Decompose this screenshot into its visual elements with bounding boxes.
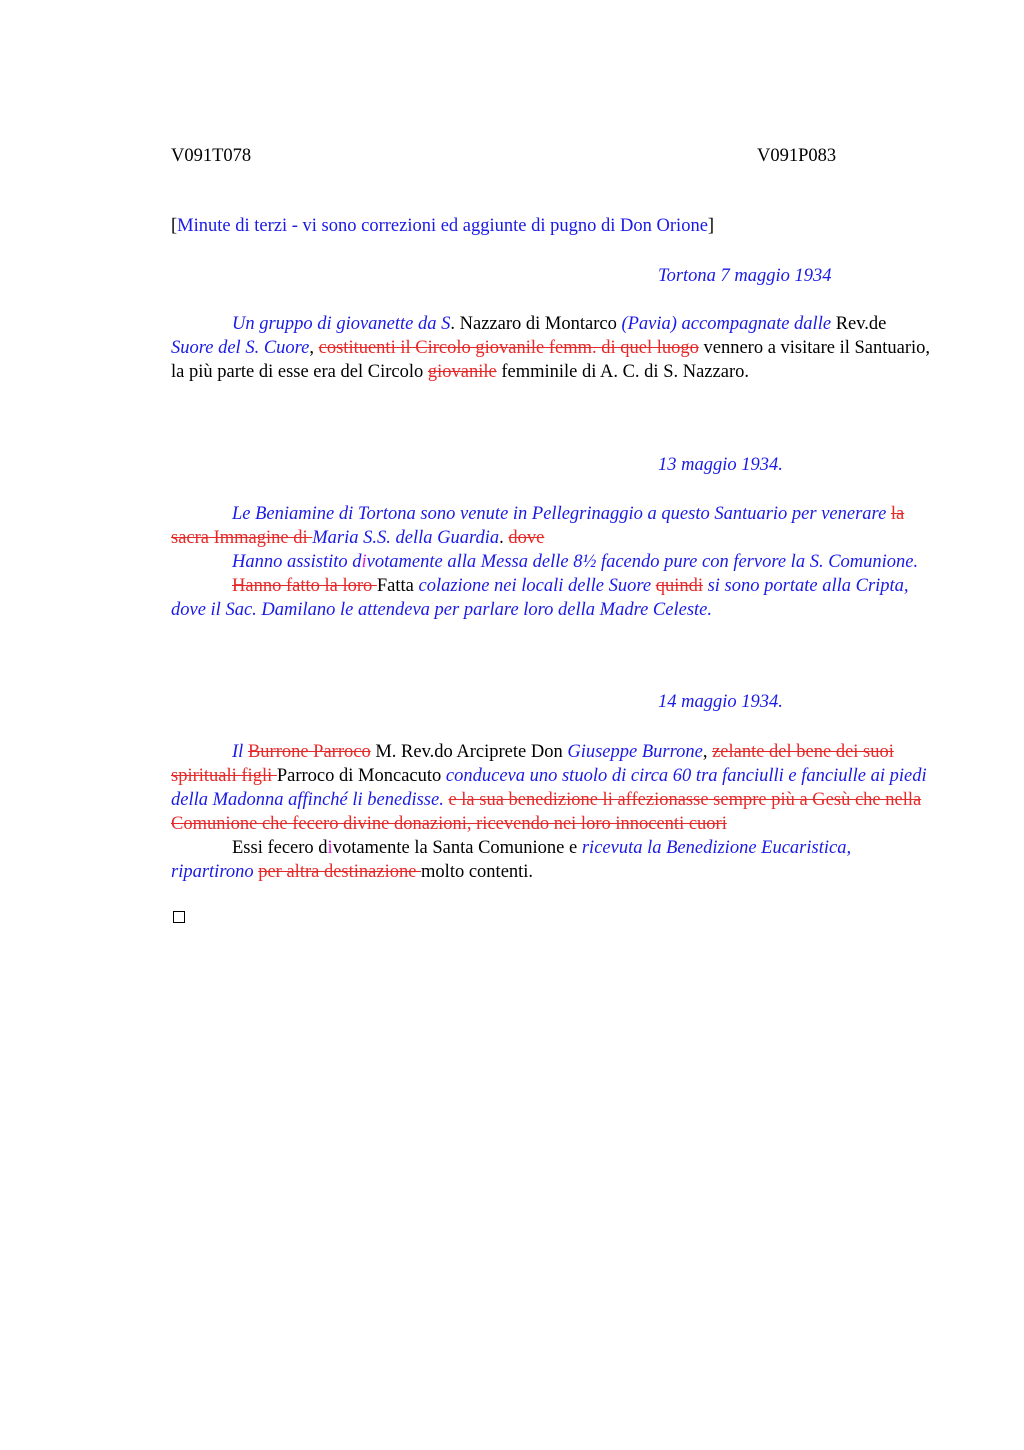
entry-date: Tortona 7 maggio 1934 bbox=[658, 266, 832, 286]
text-added: Suore del S. Cuore bbox=[171, 338, 310, 358]
text-original: Parroco di Moncacuto bbox=[276, 766, 446, 786]
text-added: Hanno assistito d bbox=[232, 552, 362, 572]
entry-paragraph bbox=[171, 550, 931, 574]
text-added: colazione nei locali delle Suore bbox=[413, 576, 656, 596]
text-deleted: Burrone Parroco bbox=[247, 742, 371, 762]
text-deleted: per altra destinazione bbox=[258, 862, 422, 882]
document-code-right: V091P083 bbox=[757, 146, 837, 166]
entry-date: 13 maggio 1934. bbox=[658, 455, 783, 475]
text-original: , bbox=[309, 338, 319, 358]
text-added: Giuseppe Burrone bbox=[567, 742, 703, 762]
entry-paragraph bbox=[171, 836, 931, 884]
entry-paragraph bbox=[171, 502, 931, 550]
text-added: Le Beniamine di Tortona sono venute in Pellegrinaggio a questo Santuario per venerare bbox=[232, 504, 891, 524]
text-original: femminile di A. C. di S. Nazzaro. bbox=[496, 362, 749, 382]
text-original: molto contenti. bbox=[421, 862, 534, 882]
entry-paragraph bbox=[171, 574, 931, 622]
entry-paragraph bbox=[171, 740, 931, 836]
text-original: Essi fecero d bbox=[232, 838, 328, 858]
text-original: M. Rev.do Arciprete Don bbox=[370, 742, 568, 762]
entry-paragraph bbox=[171, 312, 931, 384]
text-deleted: e la sua benedizione li affezionasse sempre più a Gesù che nella Comunione che fecero divine donazioni, ricevendo nei loro innocenti cuori bbox=[171, 790, 922, 834]
note-bracket-open: [ bbox=[171, 216, 178, 236]
text-highlight: i bbox=[327, 838, 333, 858]
text-added: Un gruppo di giovanette da S bbox=[232, 314, 451, 334]
text-original: Rev.de bbox=[831, 314, 887, 334]
text-original: . Nazzaro di Montarco bbox=[450, 314, 622, 334]
text-original: . bbox=[499, 528, 509, 548]
entry-date: 14 maggio 1934. bbox=[658, 692, 783, 712]
document-code-left: V091T078 bbox=[171, 146, 252, 166]
text-deleted: quindi bbox=[655, 576, 703, 596]
text-deleted: Hanno fatto la loro bbox=[232, 576, 377, 596]
text-deleted: costituenti il Circolo giovanile femm. di quel luogo bbox=[318, 338, 699, 358]
text-added: (Pavia) accompagnate dalle bbox=[621, 314, 832, 334]
entry-body bbox=[171, 502, 931, 622]
text-deleted: la sacra Immagine di bbox=[171, 504, 905, 548]
text-added: Il bbox=[232, 742, 244, 762]
entry-body bbox=[171, 740, 931, 884]
note-bracket-close: ] bbox=[707, 216, 715, 236]
text-original: vennero a visitare il Santuario, la più parte di esse era del Circolo bbox=[171, 338, 931, 382]
text-added: Maria S.S. della Guardia bbox=[312, 528, 500, 548]
text-deleted: zelante del bene dei suoi spirituali figli bbox=[171, 742, 894, 786]
text-highlight: i bbox=[361, 552, 367, 572]
editorial-note bbox=[171, 216, 714, 237]
text-added: votamente alla Messa delle 8½ facendo pure con fervore la S. Comunione. bbox=[366, 552, 919, 572]
text-added: si sono portate alla Cripta, dove il Sac. Damilano le attendeva per parlare loro della Madre Celeste. bbox=[171, 576, 909, 620]
text-added: ricevuta la Benedizione Eucaristica, ripartirono bbox=[171, 838, 852, 882]
text-original: , bbox=[702, 742, 713, 762]
text-deleted: dove bbox=[508, 528, 545, 548]
text-original: votamente la Santa Comunione e bbox=[332, 838, 582, 858]
text-deleted: giovanile bbox=[427, 362, 497, 382]
text-added: conduceva uno stuolo di circa 60 tra fanciulli e fanciulle ai piedi della Madonna affinché li benedisse. bbox=[171, 766, 927, 810]
note-text: Minute di terzi - vi sono correzioni ed aggiunte di pugno di Don Orione bbox=[177, 216, 708, 236]
end-marker-box bbox=[173, 911, 185, 923]
text-original: Fatta bbox=[376, 576, 414, 596]
